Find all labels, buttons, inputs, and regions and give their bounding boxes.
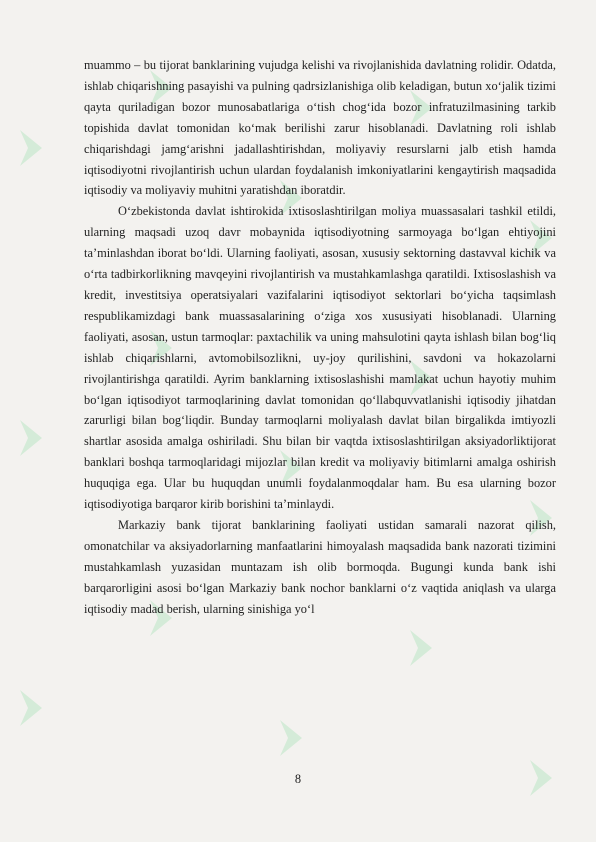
paragraph-3: Markaziy bank tijorat banklarining faoliyati ustidan samarali nazorat qilish, omonatchilar va aksiyadorlarning manfaatlarini himoyalash maqsadida bank nazorati tizimini mustahkamlash yuzasidan muntazam ish olib bormoqda. Bugungi kunda bank ishi barqarorligini asosi bo‘lgan Markaziy bank nochor banklarni o‘z vaqtida aniqlash va ularga iqtisodiy madad berish, ularning sinishiga yo‘l	[84, 517, 556, 616]
body-text	[84, 55, 556, 619]
paragraph-1: muammo – bu tijorat banklarining vujudga kelishi va rivojlanishida davlatning rolidir. Odatda, ishlab chiqarishning pasayishi va pulning qadrsizlanishiga olib keladigan, butun xo‘jalik tizimi qayta quriladigan bozor munosabatlariga o‘tish chog‘ida bozor infratuzilmasining tarkib topishida davlat tomonidan ko‘mak berilishi zarur hisoblanadi. Davlatning roli ishlab chiqarishdagi jamg‘arishni jadallashtirishdan, moliyaviy resurslarni jalb etish hamda iqtisodiyotni rivojlantirish uchun ulardan foydalanish imkoniyatlarini kengaytirish maqsadida iqtisodiy va moliyaviy muhitni yaratishdan iboratdir.	[84, 58, 556, 198]
paragraph-2: O‘zbekistonda davlat ishtirokida ixtisoslashtirilgan moliya muassasalari tashkil etildi, ularning maqsadi uzoq davr mobaynida iqtisodiyotning sarmoyaga bo‘lgan ehtiyojini ta’minlashdan iborat bo‘ldi. Ularning faoliyati, asosan, xususiy sektorning dastavval kichik va o‘rta tadbirkorlikning mavqeyini rivojlantirish va mustahkamlashga qaratildi. Ixtisoslashish va kredit, investitsiya operatsiyalari vazifalarini iqtisodiyot sektorlari bo‘yicha taqsimlash respublikamizdagi bank muassasalarining o‘ziga xos xususiyati hisoblanadi. Ularning faoliyati, asosan, ustun tarmoqlar: paxtachilik va uning mahsulotini qayta ishlash bilan bog‘liq ishlab chiqarishlarni, avtomobilsozlikni, uy-joy qurilishini, savdoni va hokazolarni rivojlantirishga qaratildi. Ayrim banklarning ixtisoslashishi mamlakat uchun hayotiy muhim bo‘lgan iqtisodiyot tarmoqlarining davlat tomonidan qo‘llabquvvatlanishi iqtisodiy jihatdan zarurligi bilan bog‘liqdir. Bunday tarmoqlarni moliyalash davlat bilan birgalikda imtiyozli shartlar asosida amalga oshiriladi. Shu bilan bir vaqtda ixtisoslashtirilgan aksiyadorliktijorat banklari boshqa tarmoqlaridagi mijozlar bilan kredit va moliyaviy bitimlarni amalga oshirish huquqiga ega. Ular bu huquqdan unumli foydalanmoqdalar ham. Bu esa ularning bozor iqtisodiyotiga barqaror kirib borishini ta’minlaydi.	[84, 204, 556, 512]
page-number: 8	[294, 772, 302, 786]
